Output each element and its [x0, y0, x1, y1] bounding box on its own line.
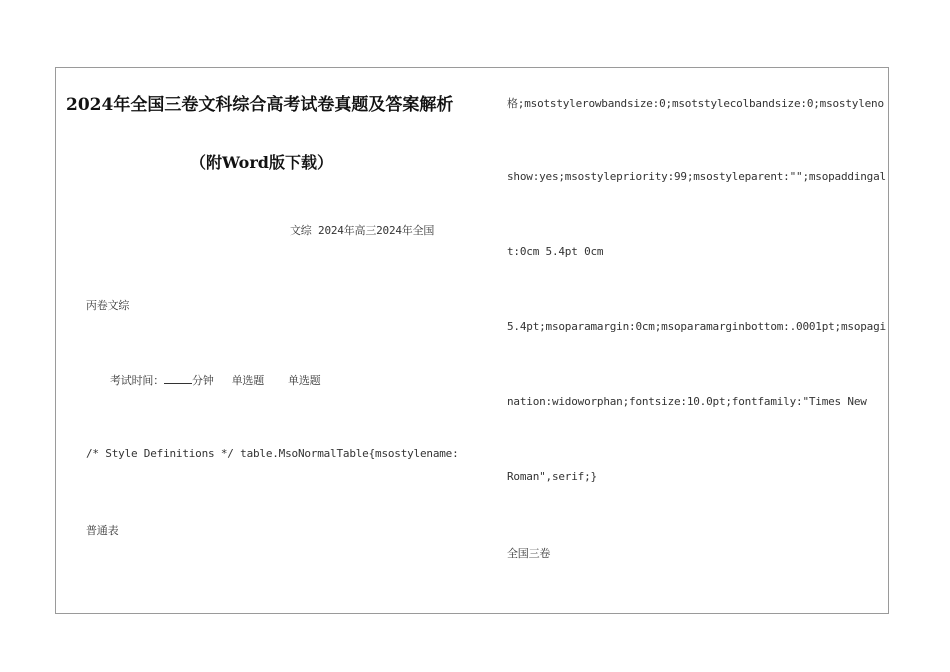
document-title: 2024年全国三卷文科综合高考试卷真题及答案解析 — [66, 95, 454, 115]
page-frame — [55, 67, 889, 614]
right-line-6: Roman",serif;} — [507, 470, 597, 483]
right-line-5: nation:widoworphan;fontsize:10.0pt;fontfamily:"Times New — [507, 395, 867, 408]
style-definition-line: /* Style Definitions */ table.MsoNormalTable{msostylename: — [86, 447, 459, 460]
right-line-1: 格;msotstylerowbandsize:0;msotstylecolbandsize:0;msostyleno — [507, 97, 884, 110]
exam-time-unit: 分钟 — [192, 374, 214, 387]
exam-time-blank — [164, 374, 192, 384]
right-line-3: t:0cm 5.4pt 0cm — [507, 245, 604, 258]
question-type-1: 单选题 — [231, 374, 265, 387]
left-line-last: 普通表 — [86, 524, 119, 537]
document-subtitle: （附Word版下载） — [190, 153, 333, 172]
exam-time-line — [110, 372, 320, 388]
left-line-1: 文综 2024年高三2024年全国 — [290, 224, 435, 237]
exam-time-label: 考试时间： — [110, 374, 164, 387]
right-line-7: 全国三卷 — [507, 547, 551, 560]
right-line-2: show:yes;msostylepriority:99;msostyleparent:"";msopaddingal — [507, 170, 886, 183]
right-line-4: 5.4pt;msoparamargin:0cm;msoparamarginbottom:.0001pt;msopagi — [507, 320, 886, 333]
question-type-2: 单选题 — [288, 374, 321, 387]
left-line-2: 丙卷文综 — [86, 299, 130, 312]
